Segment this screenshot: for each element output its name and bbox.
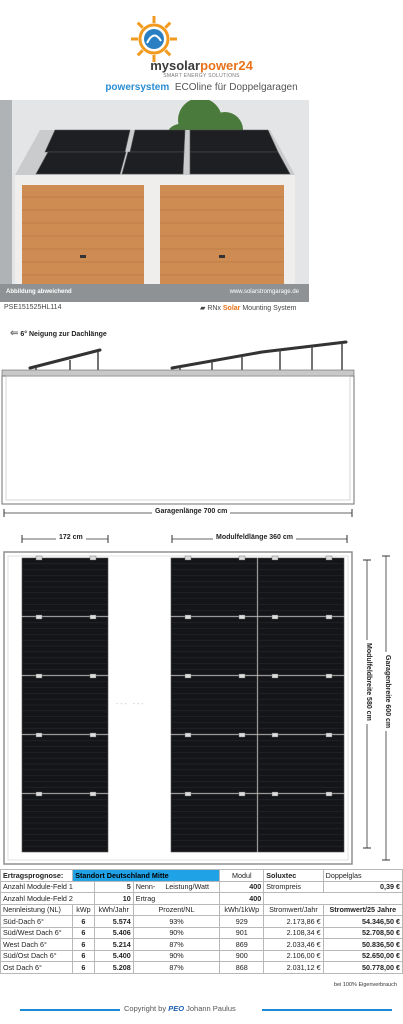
field1-value: 5 xyxy=(94,881,133,893)
module-brand: Soluxtec xyxy=(264,870,323,882)
leistung-value: 400 xyxy=(220,881,264,893)
self-consumption-note: bei 100% Eigenverbrauch xyxy=(334,982,397,988)
mounting-clamp xyxy=(272,556,278,560)
value-year-cell: 2.031,12 € xyxy=(264,962,323,974)
product-title: powersystem ECOline für Doppelgaragen xyxy=(105,82,298,93)
mounting-clamp xyxy=(185,792,191,796)
top-view-diagram xyxy=(0,548,403,868)
module-type: Doppelglas xyxy=(323,870,402,882)
brand-tagline: SMART ENERGY SOLUTIONS xyxy=(163,73,240,79)
value-year-cell: 2.173,86 € xyxy=(264,916,323,928)
header-cell: kWh/Jahr xyxy=(94,904,133,916)
kwh-per-kwp-cell: 901 xyxy=(220,927,264,939)
brand-name: mysolarpower24 xyxy=(150,58,253,73)
percent-cell: 87% xyxy=(133,962,220,974)
yield-forecast-table xyxy=(0,869,403,974)
mounting-clamp xyxy=(90,733,96,737)
field2-value: 10 xyxy=(94,893,133,905)
field1-label: Anzahl Module-Feld 1 xyxy=(1,881,95,893)
kwh-per-kwp-cell: 869 xyxy=(220,939,264,951)
field-width-label: Modulfeldbreite 580 cm xyxy=(365,640,372,724)
modul-label: Modul xyxy=(220,870,264,882)
mounting-clamp xyxy=(185,615,191,619)
table-row xyxy=(1,950,403,962)
mounting-clamp xyxy=(239,733,245,737)
mounting-clamp xyxy=(90,792,96,796)
width-dimension-lines xyxy=(355,548,403,868)
value-25y-cell: 50.836,50 € xyxy=(323,939,402,951)
copyright-text: Copyright by PEO Johann Paulus xyxy=(124,1004,236,1013)
kwh-per-kwp-cell: 929 xyxy=(220,916,264,928)
location-cell: Standort Deutschland Mitte xyxy=(73,870,220,882)
empty-cell xyxy=(264,893,403,905)
value-25y-cell: 52.650,00 € xyxy=(323,950,402,962)
mounting-clamp xyxy=(326,733,332,737)
header-cell: Prozent/NL xyxy=(133,904,220,916)
kwh-per-kwp-cell: 900 xyxy=(220,950,264,962)
mounting-clamp xyxy=(272,674,278,678)
mounting-clamp xyxy=(239,556,245,560)
mounting-clamp xyxy=(185,556,191,560)
side-view-diagram xyxy=(0,340,403,510)
value-year-cell: 2.108,34 € xyxy=(264,927,323,939)
field-length-label: Modulfeldlänge 360 cm xyxy=(213,534,296,541)
sun-logo-icon xyxy=(130,15,178,63)
field2-label: Anzahl Module-Feld 2 xyxy=(1,893,95,905)
mounting-clamp xyxy=(326,615,332,619)
mounting-clamp xyxy=(239,792,245,796)
mounting-clamp xyxy=(326,792,332,796)
mounting-clamp xyxy=(185,733,191,737)
mounting-system-label: ▰ RNx Solar Mounting System xyxy=(200,305,297,312)
svg-text:- - - - - -: - - - - - - xyxy=(116,701,144,708)
kwh-per-kwp-cell: 868 xyxy=(220,962,264,974)
mounting-clamp xyxy=(90,615,96,619)
mounting-clamp xyxy=(239,615,245,619)
garage-render-image xyxy=(0,100,309,302)
garage-width-label: Garagenbreite 600 cm xyxy=(384,652,391,731)
mounting-clamp xyxy=(36,733,42,737)
row-label: Ost Dach 6° xyxy=(1,962,73,974)
kwp-cell: 6 xyxy=(73,962,94,974)
kwp-cell: 6 xyxy=(73,927,94,939)
mounting-clamp xyxy=(326,674,332,678)
field1-width-label: 172 cm xyxy=(56,534,86,541)
row-label: Süd-Dach 6° xyxy=(1,916,73,928)
header-cell: Nennleistung (NL) xyxy=(1,904,73,916)
percent-cell: 90% xyxy=(133,927,220,939)
kwh-cell: 5.208 xyxy=(94,962,133,974)
article-number: PSE151525HL114 xyxy=(4,304,62,311)
tilt-label: ⇐ 6° Neigung zur Dachlänge xyxy=(10,328,107,339)
row-label: Süd/West Dach 6° xyxy=(1,927,73,939)
table-row xyxy=(1,916,403,928)
mounting-clamp xyxy=(326,556,332,560)
value-year-cell: 2.106,00 € xyxy=(264,950,323,962)
arrow-left-icon: ⇐ xyxy=(10,328,19,339)
row-label: West Dach 6° xyxy=(1,939,73,951)
table-row xyxy=(1,881,403,893)
kwp-cell: 6 xyxy=(73,916,94,928)
mounting-clamp xyxy=(90,556,96,560)
kwp-cell: 6 xyxy=(73,950,94,962)
kwh-cell: 5.400 xyxy=(94,950,133,962)
mounting-clamp xyxy=(272,792,278,796)
photo-caption-right: www.solarstromgarage.de xyxy=(229,289,299,295)
table-title: Ertragsprognose: xyxy=(1,870,73,882)
kwh-cell: 5.574 xyxy=(94,916,133,928)
ertrag-value: 400 xyxy=(220,893,264,905)
peo-logo-icon: PEO xyxy=(168,1004,185,1013)
table-row xyxy=(1,939,403,951)
table-row xyxy=(1,927,403,939)
mounting-clamp xyxy=(36,792,42,796)
mounting-clamp xyxy=(239,674,245,678)
percent-cell: 87% xyxy=(133,939,220,951)
mounting-clamp xyxy=(272,615,278,619)
header-cell: kWp xyxy=(73,904,94,916)
mounting-clamp xyxy=(36,556,42,560)
header-cell: Stromwert/Jahr xyxy=(264,904,323,916)
value-25y-cell: 50.778,00 € xyxy=(323,962,402,974)
mounting-clamp xyxy=(185,674,191,678)
mounting-clamp xyxy=(272,733,278,737)
kwh-cell: 5.214 xyxy=(94,939,133,951)
table-row xyxy=(1,870,403,882)
table-header-row xyxy=(1,904,403,916)
mounting-clamp xyxy=(36,615,42,619)
ertrag-label: Ertrag xyxy=(133,893,220,905)
header-cell: Stromwert/25 Jahre xyxy=(323,904,402,916)
value-25y-cell: 52.708,50 € xyxy=(323,927,402,939)
table-row xyxy=(1,962,403,974)
percent-cell: 93% xyxy=(133,916,220,928)
header-cell: kWh/1kWp xyxy=(220,904,264,916)
mounting-clamp xyxy=(36,674,42,678)
kwp-cell: 6 xyxy=(73,939,94,951)
mounting-clamp xyxy=(90,674,96,678)
percent-cell: 90% xyxy=(133,950,220,962)
value-25y-cell: 54.346,50 € xyxy=(323,916,402,928)
garage-length-label: Garagenlänge 700 cm xyxy=(152,508,230,515)
kwh-cell: 5.406 xyxy=(94,927,133,939)
table-row xyxy=(1,893,403,905)
footer xyxy=(0,1004,403,1016)
photo-caption-left: Abbildung abweichend xyxy=(6,289,72,295)
row-label: Süd/Ost Dach 6° xyxy=(1,950,73,962)
strompreis-label: Strompreis xyxy=(264,881,323,893)
nenn-leistung: Nenn- Leistung/Watt xyxy=(133,881,220,893)
strompreis-value: 0,39 € xyxy=(323,881,402,893)
value-year-cell: 2.033,46 € xyxy=(264,939,323,951)
